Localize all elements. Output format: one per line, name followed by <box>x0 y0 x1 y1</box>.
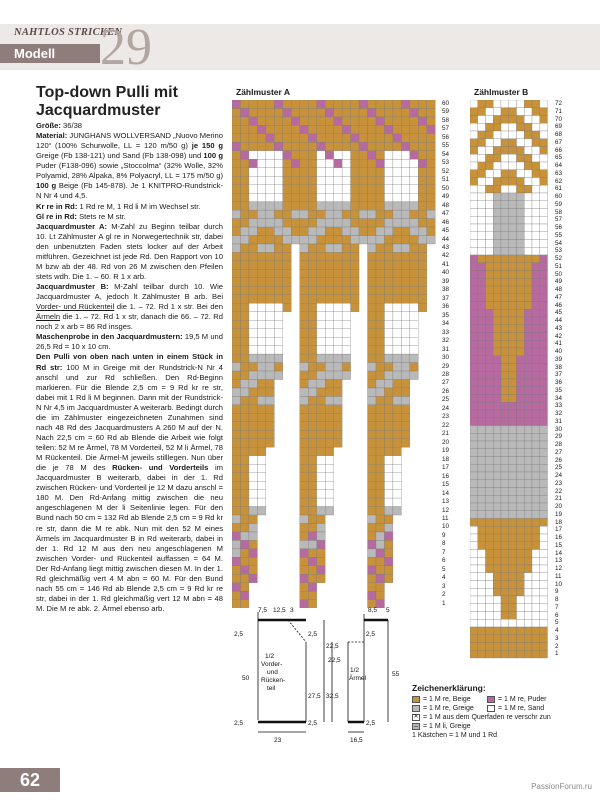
modell-number: 29 <box>100 19 152 76</box>
watermark: PassionForum.ru <box>531 782 592 791</box>
pattern-b-chart <box>470 100 550 660</box>
dim-sleeve-4: 2,5 <box>366 720 376 727</box>
legend-title: Zeichenerklärung: <box>412 683 486 693</box>
dim-bottom-2: 16,5 <box>350 737 363 744</box>
dim-sleeve-2: 22,5 <box>328 657 341 664</box>
page-title: Top-down Pulli mit Jacquardmuster <box>36 84 178 119</box>
increase-icon: ✕ <box>413 714 419 720</box>
dim-inner-1: 2,5 <box>308 631 318 638</box>
body-label-2: Vorder- <box>261 661 283 668</box>
pattern-b-row-numbers: 72 71 70 69 68 67 66 65 64 63 62 61 60 59 58 57 56 55 54 53 52 51 50 49 48 47 46 45 44 43 42 41 40 39 38 37 36 35 34 33 32 31 30 29 28 27 26 25 24 23 22 21 20 19 18 17 16 15 14 13 12 11 10 9 8 7 6 5 4 3 2 1 <box>555 100 563 658</box>
pattern-b-label: Zählmuster B <box>474 87 529 97</box>
pattern-a-row-numbers: 60 59 58 57 56 55 54 53 52 51 50 49 48 47 46 45 44 43 42 41 40 39 38 37 36 35 34 33 32 31 30 29 28 27 26 25 24 23 22 21 20 19 18 17 16 15 14 13 12 11 10 9 8 7 6 5 4 3 2 1 <box>442 100 450 607</box>
schematic-diagram <box>228 602 403 752</box>
swatch-puder-icon <box>487 696 495 703</box>
dim-top-3: 3 <box>290 607 294 614</box>
legend-row-1: = 1 M re, Beige <box>412 695 487 704</box>
dim-left-3: 2,5 <box>234 720 244 727</box>
sleeve-label-1: 1/2 <box>350 667 360 674</box>
legend-row-6: – = 1 M li, Greige <box>412 722 551 731</box>
dim-left-2: 50 <box>242 675 250 682</box>
instructions-text: Größe: 36/38 Material: JUNGHANS WOLLVERSAND „Nuovo Merino 120“ (100% Schurwolle, LL = 120 m/50 g) je 150 g Greige (Fb 138-121) und Sand (Fb 138-098) und 100 g Puder (F138-096) sowie „Stoccolma“ (32% Wolle, 32% Polyamid, 28% Alpaka, 8% Polyacryl, LL = 175 m/50 g) 100 g Beige (Fb 145-878). Je 1 KNITPRO-Rundstrick-N Nr 4 und 4,5. Kr re in Rd: 1 Rd re M, 1 Rd li M im Wechsel str. Gl re in Rd: Stets re M str. Jacquardmuster A: M-Zahl zu Beginn teilbar durch 10. Lt Zählmuster A gl re in Norwegertechnik str, dabei den unbenutzten Faden stets locker auf der Arbeit mitführen. Gezeichnet ist jede Rd. Den Rapport von 10 M bzw ab der 48. Rd von 26 M zwischen den Pfeilen stets wdh. Die 1. – 60. R 1 x arb. Jacquardmuster B: M-Zahl teilbar durch 10. Wie Jacquardmuster A, jedoch lt Zählmuster B arb. Bei Vorder- und Rückenteil die 1. – 72. Rd 1 x str. Bei den Ärmeln die 1. – 72. Rd 1 x str, danach die 66. – 72. Rd noch 2 x arb = 86 Rd insges. Maschenprobe in den Jacquardmustern: 19,5 M und 26,5 Rd = 10 x 10 cm. Den Pulli von oben nach unten in einem Stück in Rd str: 100 M in Greige mit der Rundstrick-N Nr 4 anschl und zur Rd schließen. Den Rd-Beginn markieren. Für die Blende 2,5 cm = 9 Rd kr re str, dabei mit 1 Rd li M beginnen. Dann mit der Rundstrick-N Nr 4,5 im Jacquardmuster A weiterarb. Bedingt durch die im Zählmuster eingezeichneten Zunahmen sind nach 48 Rd des Jacquardmusters A 260 M auf der N. Nach 22,5 cm = 60 Rd ab Blende die Arbeit wie folgt teilen: 52 M re Ärmel, 78 M Vorderteil, 52 M li Ärmel, 78 M Rückenteil. Die Ärmel-M jeweils stilllegen. Nun über die je 78 M des Rücken- und Vorderteils im Jacquardmuster B weiterarb, dabei in der 1. Rd zwischen Rücken- und Vorderteil je 12 M dazu anschl = 180 M. Den Rd-Anfang mittig zwischen die neu angeschlagenen M der li Seitenlinie legen. Für den Bund nach 50 cm = 132 Rd ab Blende 2,5 cm = 9 Rd kr re str, dann die M re abk. Nun mit den 52 M eines Ärmels im Jacquardmuster B in Rd weiterarb, dabei in der 1. Rd 12 M aus den neu angeschlagenen M zwischen Vorder- und Rückenteil auffassen = 64 M. Der Rd-Anfang liegt mittig zwischen diesen M. In der 1. Rd gleichmäßig vert 4 M abn = 60 M. Für den Bund nach 55 cm = 146 Rd ab Blende 2,5 cm = 9 Rd kr re str, dabei in der 1. Rd gleichmäßig vert 12 M abn = 48 M. Die M re abk. 2. Ärmel ebenso arb. <box>36 121 224 613</box>
swatch-greige-icon <box>412 705 420 712</box>
swatch-beige-icon <box>412 696 420 703</box>
legend <box>412 684 551 740</box>
dim-inner-3: 27,5 <box>308 693 321 700</box>
legend-row-5: ✕ = 1 M aus dem Querfaden re verschr zun <box>413 714 551 721</box>
dim-bottom-1: 23 <box>274 737 282 744</box>
dim-top-4: 8,5 <box>368 607 378 614</box>
body-label-1: 1/2 <box>265 653 275 660</box>
modell-label: Modell <box>0 44 100 63</box>
dim-top-1: 7,5 <box>258 607 268 614</box>
page-number: 62 <box>0 768 60 792</box>
sleeve-label-2: Ärmel <box>349 675 366 682</box>
series-title: NAHTLOS STRICKEN <box>14 27 123 38</box>
legend-row-3: = 1 M re, Greige <box>412 704 487 713</box>
pattern-a-chart <box>232 100 440 608</box>
dim-sleeve-1: 2,5 <box>366 631 376 638</box>
dim-inner-4: 2,5 <box>308 720 318 727</box>
dim-right: 55 <box>392 671 400 678</box>
dim-inner-2: 22,5 <box>326 643 339 650</box>
pattern-a-label: Zählmuster A <box>236 87 291 97</box>
dim-sleeve-3: 32,5 <box>326 693 339 700</box>
swatch-sand-icon <box>487 705 495 712</box>
legend-row-2: = 1 M re, Puder <box>487 695 546 704</box>
purl-icon: – <box>412 723 420 730</box>
body-label-5: teil <box>267 685 276 692</box>
legend-row-7: 1 Kästchen = 1 M und 1 Rd <box>412 732 498 739</box>
dim-left-1: 2,5 <box>234 631 244 638</box>
body-label-3: und <box>267 669 278 676</box>
dim-top-5: 5 <box>386 607 390 614</box>
legend-row-4: = 1 M re, Sand <box>487 704 544 713</box>
body-label-4: Rücken- <box>261 677 286 684</box>
dim-top-2: 12,5 <box>273 607 286 614</box>
